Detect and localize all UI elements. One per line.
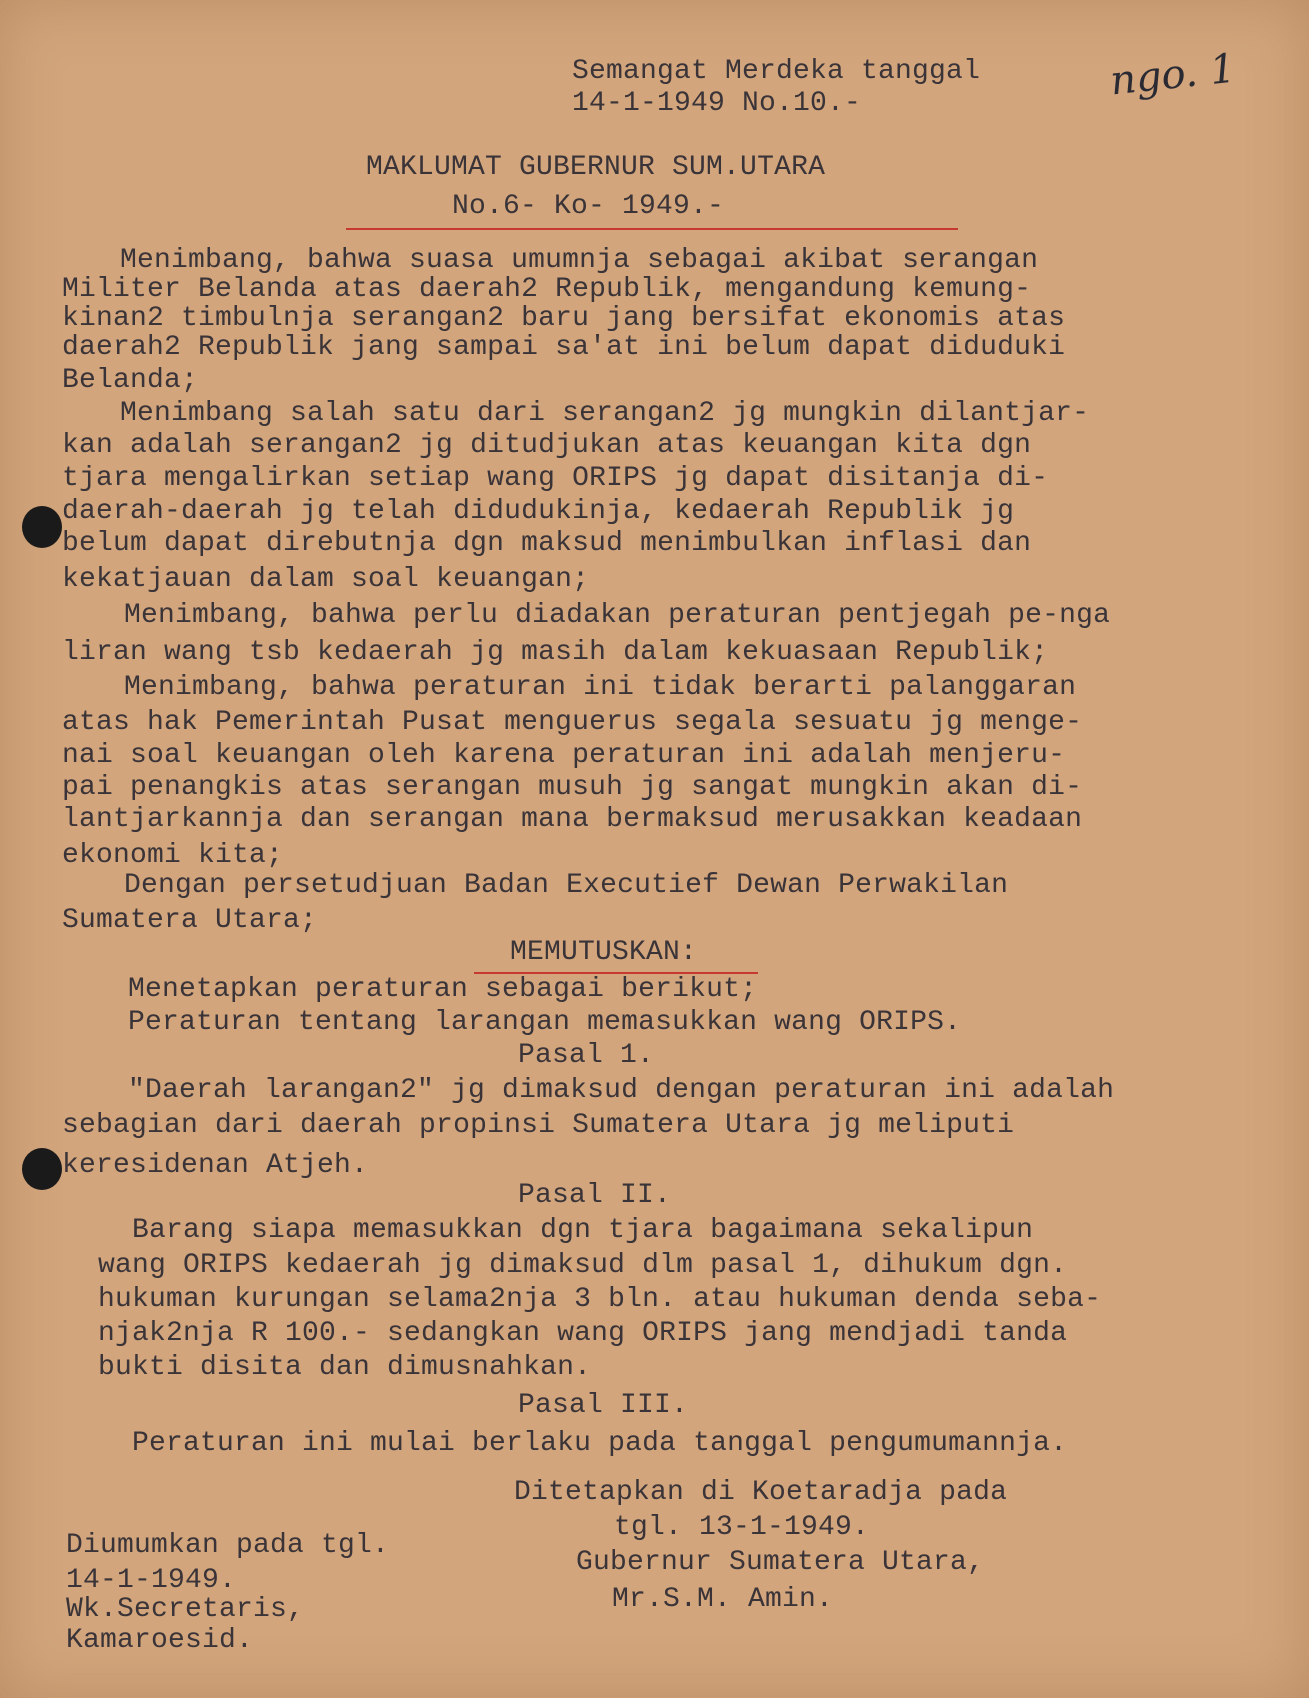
article-2-line: bukti disita dan dimusnahkan. — [98, 1352, 592, 1383]
consideration-line: Sumatera Utara; — [62, 905, 318, 936]
signature-date: tgl. 13-1-1949. — [614, 1512, 870, 1543]
consideration-line: liran wang tsb kedaerah jg masih dalam kekuasaan Republik; — [62, 637, 1049, 668]
announcement-name: Kamaroesid. — [66, 1625, 254, 1656]
consideration-line: belum dapat direbutnja dgn maksud menimbulkan inflasi dan — [62, 528, 1032, 559]
consideration-line: Militer Belanda atas daerah2 Republik, mengandung kemung- — [62, 274, 1032, 305]
decision-heading: MEMUTUSKAN: — [510, 937, 698, 968]
consideration-line: ekonomi kita; — [62, 840, 284, 871]
consideration-line: tjara mengalirkan setiap wang ORIPS jg dapat disitanja di- — [62, 463, 1049, 494]
consideration-line: Belanda; — [62, 365, 199, 396]
announcement-line-1: Diumumkan pada tgl. — [66, 1530, 390, 1561]
consideration-line: Menimbang, bahwa perlu diadakan peraturan pentjegah pe-nga — [124, 600, 1111, 631]
consideration-line: atas hak Pemerintah Pusat menguerus segala sesuatu jg menge- — [62, 707, 1083, 738]
announcement-date: 14-1-1949. — [66, 1565, 237, 1596]
signatory-name: Mr.S.M. Amin. — [612, 1584, 834, 1615]
consideration-line: daerah-daerah jg telah didudukinja, kedaerah Republik jg — [62, 496, 1015, 527]
handwritten-note: ngo. 1 — [1107, 45, 1238, 105]
title-line-1: MAKLUMAT GUBERNUR SUM.UTARA — [366, 152, 826, 183]
consideration-line: kinan2 timbulnja serangan2 baru jang bersifat ekonomis atas — [62, 303, 1066, 334]
consideration-line: Menimbang salah satu dari serangan2 jg mungkin dilantjar- — [120, 398, 1090, 429]
consideration-line: nai soal keuangan oleh karena peraturan ini adalah menjeru- — [62, 740, 1066, 771]
article-2-line: njak2nja R 100.- sedangkan wang ORIPS jang mendjadi tanda — [98, 1318, 1068, 1349]
title-underline — [346, 228, 958, 230]
consideration-line: kan adalah serangan2 jg ditudjukan atas keuangan kita dgn — [62, 430, 1032, 461]
consideration-line: pai penangkis atas serangan musuh jg sangat mungkin akan di- — [62, 772, 1083, 803]
article-2-line: Barang siapa memasukkan dgn tjara bagaimana sekalipun — [132, 1215, 1034, 1246]
source-line-2: 14-1-1949 No.10.- — [572, 88, 862, 119]
article-2-line: wang ORIPS kedaerah jg dimaksud dlm pasal 1, dihukum dgn. — [98, 1250, 1068, 1281]
article-2-heading: Pasal II. — [518, 1180, 672, 1211]
consideration-line: Menimbang, bahwa suasa umumnja sebagai akibat serangan — [120, 245, 1039, 276]
consideration-line: kekatjauan dalam soal keuangan; — [62, 564, 590, 595]
consideration-line: Dengan persetudjuan Badan Executief Dewan Perwakilan — [124, 870, 1009, 901]
punch-hole — [22, 506, 62, 548]
article-3-heading: Pasal III. — [518, 1390, 689, 1421]
decision-line-1: Menetapkan peraturan sebagai berikut; — [128, 974, 758, 1005]
decision-line-2: Peraturan tentang larangan memasukkan wang ORIPS. — [128, 1007, 962, 1038]
punch-hole — [22, 1148, 62, 1190]
signature-title: Gubernur Sumatera Utara, — [576, 1547, 985, 1578]
article-1-line: keresidenan Atjeh. — [62, 1150, 369, 1181]
article-1-line: "Daerah larangan2" jg dimaksud dengan peraturan ini adalah — [128, 1075, 1115, 1106]
announcement-role: Wk.Secretaris, — [66, 1594, 305, 1625]
source-line-1: Semangat Merdeka tanggal — [572, 56, 981, 87]
article-3-line: Peraturan ini mulai berlaku pada tanggal pengumumannja. — [132, 1428, 1068, 1459]
consideration-line: Menimbang, bahwa peraturan ini tidak berarti palanggaran — [124, 672, 1077, 703]
consideration-line: lantjarkannja dan serangan mana bermaksud merusakkan keadaan — [62, 804, 1083, 835]
title-line-2: No.6- Ko- 1949.- — [452, 191, 725, 222]
signature-line-1: Ditetapkan di Koetaradja pada — [514, 1477, 1008, 1508]
article-1-heading: Pasal 1. — [518, 1040, 655, 1071]
article-1-line: sebagian dari daerah propinsi Sumatera Utara jg meliputi — [62, 1110, 1015, 1141]
consideration-line: daerah2 Republik jang sampai sa'at ini belum dapat diduduki — [62, 332, 1066, 363]
article-2-line: hukuman kurungan selama2nja 3 bln. atau hukuman denda seba- — [98, 1284, 1102, 1315]
